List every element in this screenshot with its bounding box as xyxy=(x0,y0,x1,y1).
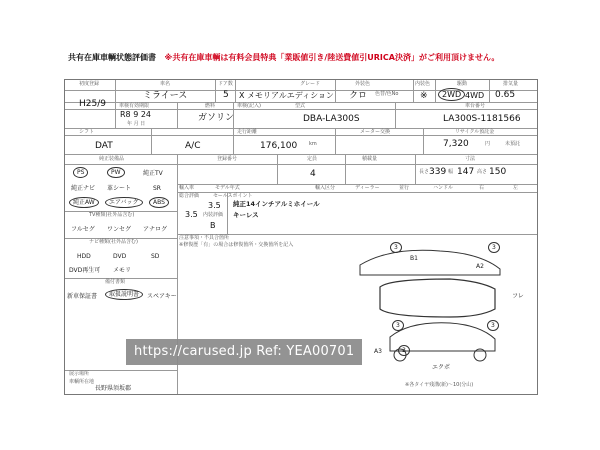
tire-note: ※各タイヤ残溝(新)～10(分山) xyxy=(405,382,474,388)
grid-line xyxy=(177,102,178,128)
equip-pw xyxy=(107,170,125,176)
dims-length: 339 xyxy=(429,167,447,177)
airbag-circled: エアバッグ xyxy=(105,197,143,208)
sales-point-1: 純正14インチアルミホイール xyxy=(233,200,320,208)
ac-value: A/C xyxy=(185,141,201,151)
first-reg-label: 初度登録 xyxy=(79,81,100,87)
exterior-score-value: 3.5 xyxy=(208,201,221,210)
car-top-outline xyxy=(380,279,495,317)
recycle-label: リサイクル預託金 xyxy=(455,129,495,135)
tire-label-rl: 3 xyxy=(392,320,404,331)
capacity-value: 0.65 xyxy=(495,90,516,100)
capacity-label: 排気量 xyxy=(503,81,519,87)
grid-line xyxy=(65,154,537,155)
parallel-label: 並行 xyxy=(399,185,410,191)
watermark-text: https://carused.jp Ref: YEA00701 xyxy=(134,344,355,359)
interior-value: ※ xyxy=(420,91,428,101)
damage-a3: A3 xyxy=(374,348,382,355)
dims-width-unit: 幅 xyxy=(448,169,454,175)
grid-line xyxy=(65,164,177,165)
navi-dvd: DVD xyxy=(113,253,127,260)
watermark-banner xyxy=(126,339,362,365)
sales-point-2: キーレス xyxy=(233,211,259,219)
grid-line xyxy=(233,102,234,128)
handle-label: ハンドル xyxy=(433,185,454,191)
grid-line xyxy=(65,135,537,136)
score-label: 総合評価 xyxy=(179,193,200,199)
equip-aw xyxy=(69,200,99,206)
handle-left: 左 xyxy=(513,185,519,191)
dims-height: 150 xyxy=(489,167,507,177)
tv-oneseg: ワンセグ xyxy=(107,226,132,233)
pw-circled: PW xyxy=(107,167,125,178)
drive-2wd xyxy=(438,91,465,99)
grid-line xyxy=(489,80,490,102)
mileage-value: 176,100 xyxy=(260,141,298,151)
navi-label: ナビ種類(社外品含む) xyxy=(89,239,138,245)
damage-a2: A2 xyxy=(476,263,484,270)
tire-front-left xyxy=(390,245,402,251)
damage-ekubo: エクボ xyxy=(432,364,451,371)
fuel-value: ガソリン xyxy=(198,113,235,123)
tire-label-fl: 3 xyxy=(390,242,402,253)
interior-label: 内装色 xyxy=(415,81,431,87)
shift-label: シフト xyxy=(79,129,95,135)
tire-rear-left xyxy=(392,323,404,329)
location-label: 車輌所在地 xyxy=(69,379,95,385)
cert-manual xyxy=(105,292,143,298)
grid-line xyxy=(177,164,537,165)
load-label: 積載量 xyxy=(362,156,378,162)
cert-warranty: 新車保証書 xyxy=(67,293,98,300)
interior-score-value: B xyxy=(210,221,216,230)
tv-label: TV種類(社外品含む) xyxy=(89,212,135,218)
grid-line xyxy=(115,80,116,128)
doors-label: ドア数 xyxy=(218,81,233,87)
handle-right: 右 xyxy=(479,185,485,191)
aw-circled: 純正AW xyxy=(69,197,99,208)
equip-tv: 純正TV xyxy=(143,170,163,177)
cert-label: 備付書類 xyxy=(105,279,126,285)
equip-ps xyxy=(73,170,88,176)
tire-spare xyxy=(398,348,410,354)
first-reg-value: H25/9 xyxy=(79,99,106,109)
equip-navi: 純正ナビ xyxy=(71,185,96,192)
store-value: 長野県須坂郡 xyxy=(95,385,132,392)
grid-line xyxy=(233,128,234,154)
equip-label: 純正装備品 xyxy=(99,156,125,162)
grid-line xyxy=(215,80,216,102)
grid-line xyxy=(235,80,236,102)
inspection-label: 車検有効期限 xyxy=(119,103,150,109)
dims-length-unit: 長さ xyxy=(419,169,430,175)
tv-fullseg: フルセグ xyxy=(71,226,95,233)
renewal-label: 車検(記入) xyxy=(237,103,261,109)
color-label: 外装色 xyxy=(355,81,371,87)
equip-leather: 革シート xyxy=(107,185,132,192)
abs-circled: ABS xyxy=(149,197,169,208)
grid-line xyxy=(177,234,537,235)
import-class-label: 輸入区分 xyxy=(315,185,336,191)
interior-score-label: 内装評価 xyxy=(203,212,224,218)
navi-hdd: HDD xyxy=(77,253,91,260)
grid-line xyxy=(415,154,416,184)
navi-sd: SD xyxy=(151,253,160,260)
inspection-unit: 年 月 日 xyxy=(127,121,146,127)
seats-label: 定員 xyxy=(307,156,318,162)
cert-sparekey: スペアキー xyxy=(147,293,177,300)
equip-sr: SR xyxy=(153,185,161,192)
recycle-value: 7,320 xyxy=(443,139,469,149)
color-value: クロ xyxy=(349,91,368,101)
color-no-label: 色替/色No xyxy=(375,91,399,97)
store-label: 展示場所 xyxy=(69,371,90,377)
manual-circled: 取扱説明書 xyxy=(105,289,143,300)
grade-value: X メモリアルエディション xyxy=(239,91,334,100)
drive-2wd-circled: 2WD xyxy=(438,88,465,101)
grid-line xyxy=(151,128,152,154)
model-year-label: モデル年式 xyxy=(215,185,240,191)
tire-label-spare: 3 xyxy=(398,345,410,356)
mileage-unit: km xyxy=(309,141,317,147)
ps-circled: PS xyxy=(73,167,88,178)
grid-line xyxy=(277,154,278,184)
grid-line xyxy=(413,80,414,102)
dims-label: 寸法 xyxy=(465,156,476,162)
dealer-label: ディーラー xyxy=(355,185,380,191)
sales-point-label: セールスポイント xyxy=(213,193,253,199)
fuel-label: 燃料 xyxy=(205,103,216,109)
seats-value: 4 xyxy=(310,169,316,179)
grade-label: グレード xyxy=(300,81,321,87)
recycle-status: 未預託 xyxy=(505,141,521,147)
score-value: 3.5 xyxy=(185,210,198,219)
model-value: DBA-LA300S xyxy=(303,114,360,124)
tire-rear-right xyxy=(487,323,499,329)
import-label: 輸入車 xyxy=(179,185,195,191)
chassis-value: LA300S-1181566 xyxy=(443,114,521,124)
doors-value: 5 xyxy=(223,90,229,100)
tire-label-rr: 3 xyxy=(487,320,499,331)
grid-line xyxy=(435,80,436,102)
tv-analog: アナログ xyxy=(143,226,168,233)
notes-label: 注意事項・不具合箇所 xyxy=(179,235,230,241)
grid-line xyxy=(345,154,346,184)
dims-width: 147 xyxy=(457,167,475,177)
tire-front-right xyxy=(488,245,500,251)
tire-label-fr: 3 xyxy=(488,242,500,253)
notes-text: ※修復歴「有」の場合は修復箇所・交換箇所を記入 xyxy=(179,242,294,248)
car-name-label: 車名 xyxy=(160,81,171,87)
grid-line xyxy=(335,128,336,154)
meter-label: メーター交換 xyxy=(360,129,391,135)
chassis-label: 車台番号 xyxy=(465,103,486,109)
grid-line xyxy=(423,128,424,154)
damage-fure: フレ xyxy=(512,293,524,300)
model-label: 型式 xyxy=(295,103,306,109)
sheet-title: 共有在庫車輌状態評価書 xyxy=(68,53,156,62)
inspection-value: R8 9 24 xyxy=(120,110,152,119)
drive-4wd: 4WD xyxy=(465,91,485,100)
equip-airbag xyxy=(105,200,143,206)
reg-number-label: 登録番号 xyxy=(217,156,238,162)
grid-line xyxy=(335,80,336,102)
mileage-label: 走行距離 xyxy=(237,129,258,135)
navi-dvd-play: DVD再生可 xyxy=(69,267,101,274)
dims-height-unit: 高さ xyxy=(477,169,488,175)
grid-line xyxy=(227,192,228,234)
damage-b1: B1 xyxy=(410,255,418,262)
navi-memory: メモリ xyxy=(113,267,132,274)
equip-abs xyxy=(149,200,169,206)
grid-line xyxy=(395,102,396,128)
drive-label: 駆動 xyxy=(457,81,468,87)
sheet-header xyxy=(68,52,588,63)
shift-value: DAT xyxy=(95,141,113,151)
recycle-unit: 円 xyxy=(485,141,491,147)
car-name-value: ミライース xyxy=(143,91,188,101)
member-notice: ※共有在庫車輌は有料会員特典「業販値引き/陸送費値引URICA決済」がご利用頂けません。 xyxy=(164,53,500,62)
